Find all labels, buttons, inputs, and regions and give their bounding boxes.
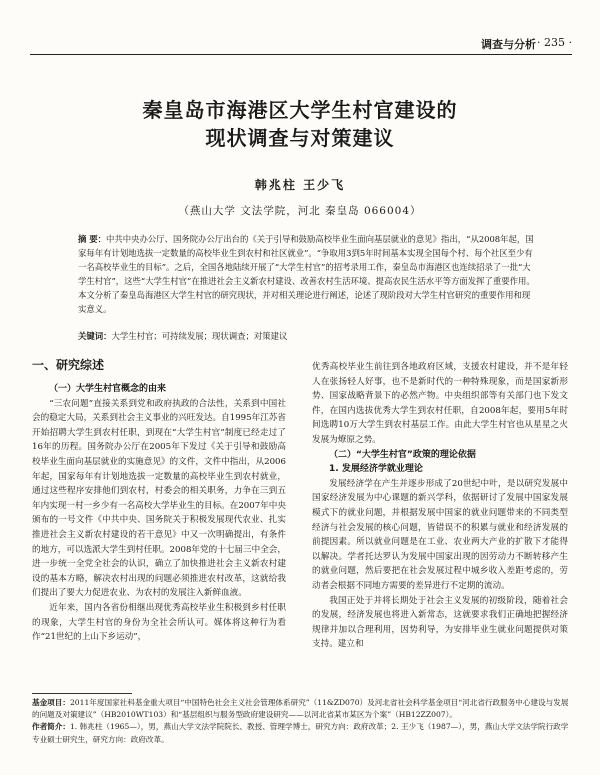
funding-label: 基金项目： — [32, 698, 70, 707]
author-note-text: 1. 韩兆柱（1965—），男，燕山大学文法学院院长、教授、管理学博士，研究方向：政府改革；2. 王少飞（1987—），男，燕山大学文法学院行政学专业硕士研究生，研究方向：政府改革。 — [32, 722, 569, 744]
funding-note — [32, 697, 572, 721]
keywords-text: 大学生村官；可持续发展；现状调查；对策建议 — [111, 331, 288, 341]
footnote-rule — [32, 693, 132, 694]
section-heading: 一、研究综述 — [32, 358, 105, 372]
running-header — [0, 34, 600, 56]
subsection-heading: （一）大学生村官概念的由来 — [49, 384, 167, 394]
abstract — [78, 232, 538, 316]
article-title-line1: 秦皇岛市海港区大学生村官建设的 — [142, 98, 458, 122]
author-note-label: 作者简介： — [32, 722, 70, 732]
abstract-text: 中共中央办公厅、国务院办公厅出台的《关于引导和鼓励高校毕业生面向基层就业的意见》指出，“从2008年起，国家每年有计划地选拔一定数量的高校毕业生到农村和社区就业”。“争取用3到5年时间基本实现全国每个村、每个社区至少有一名高校毕业生的目标”。之后，全国各地陆续开展了“大学生村官”的招考录用工作，秦皇岛市海港区也连续招录了一批“大学生村官”，这些“大学生村官”在推进社会主义新农村建设、改善农村生活环境、提高农民生活水平等方面发挥了重要作用。本文分析了秦皇岛海港区大学生村官的研究现状，并对相关理论进行阐述，论述了现阶段对大学生村官研究的重要作用和现实意义。 — [78, 234, 535, 314]
funding-text: 2011年度国家社科基金重大项目“中国特色社会主义社会管理体系研究”（11&ZD070）及河北省社会科学基金项目“河北省行政服务中心建设与发展的问题及对策建议”（HB2010WT103）和“基层组织与服务型政府建设研究——以河北省某市某区为个案”（HB12ZZ007）。 — [32, 698, 569, 720]
subsubsection-heading: 1. 发展经济学就业理论 — [329, 464, 423, 475]
subsection-heading: （二）“大学生村官”政策的理论依据 — [329, 449, 476, 460]
footnotes — [32, 697, 572, 746]
keywords — [78, 329, 538, 343]
paragraph: 我国正处于并将长期处于社会主义发展的初级阶段，随着社会的发展，经济发展也将进入新常态，这就要求我们正确地把握经济规律并加以合理利用，因势利导，为安排毕业生就业问题提供对策支持。建立和 — [312, 595, 568, 650]
paragraph: “三农问题”直接关系到党和政府执政的合法性，关系到中国社会的稳定大局，关系到社会主义事业的兴旺发达。自1995年江苏省开始招聘大学生到农村任职，到现在“大学生村官”制度已经走过了16年的历程。国务院办公厅在2005年下发过《关于引导和鼓励高校毕业生面向基层就业的实施意见》的文件，文件中指出，从2006年起，国家每年有计划地选拔一定数量的高校毕业生到农村就业，通过这些程序安排他们到农村，村委会的相关职务，力争在三到五年内实现一村一乡少有一名高校大学毕业生的目标。在2007年中央颁布的一号文件《中共中央、国务院关于积极发展现代农业、扎实推进社会主义新农村建设的若干意见》中又一次明确提出，有条件的地方，可以选派大学生到村任职。2008年党的十七届三中全会，进一步统一全党全社会的认识，确立了加快推进社会主义新农村建设的基本方略，解决农村出现的问题必须推进农村改革，这就给我们提出了要大力促进农业、为农村的发展注入新鲜血液。 — [32, 398, 286, 599]
keywords-label: 关键词： — [78, 331, 112, 341]
author-note — [32, 721, 572, 745]
right-column — [312, 360, 568, 652]
left-column — [32, 356, 286, 645]
authors: 韩兆柱 王少飞 — [254, 178, 346, 192]
header-rule — [30, 54, 572, 55]
affiliation: （燕山大学 文法学院，河北 秦皇岛 066004） — [178, 205, 422, 217]
article-title-line2: 现状调查与对策建议 — [205, 126, 395, 150]
paragraph: 发展经济学在产生并逐步形成了20世纪中叶，是以研究发展中国家经济发展为中心课题的新兴学科，依据研讨了发展中国家发展模式下的就业问题，并根据发展中国家的就业问题带来的不同类型经济与社会发展的核心问题，皆错误不的积累与就业和经济发展的前提因素。所以就业问题是在工业、农业两大产业的扩散下才能得以解决。学者托达罗认为发展中国家出现的因劳动力不断转移产生的就业问题，然后要把在社会发展过程中城乡收入差距考虑的，劳动者会根据不同地方需要的差异进行不定期的流动。 — [312, 478, 568, 591]
paragraph: 近年来，国内各省份相继出现优秀高校毕业生积极到乡村任职的现象，大学生村官的身份为全社会所认可。媒体将这种行为看作“21世纪的上山下乡运动”， — [32, 602, 286, 643]
abstract-label: 摘 要： — [78, 234, 107, 244]
header-section-title: 调查与分析 — [481, 38, 536, 51]
page-number: · 235 · — [537, 36, 572, 49]
paragraph: 优秀高校毕业生前往到各地政府区域，支援农村建设，并不是年轻人在张扬轻人好事，也不是新时代的一种特殊现象，而是国家新形势、国家战略背景下的必然产物。中央组织部等有关部门也下发文件，在国内选拔优秀大学生到农村任职，自2008年起，要用5年时间选聘10万大学生到农村基层工作。由此大学生村官也从星星之火发展为燎原之势。 — [312, 362, 568, 445]
